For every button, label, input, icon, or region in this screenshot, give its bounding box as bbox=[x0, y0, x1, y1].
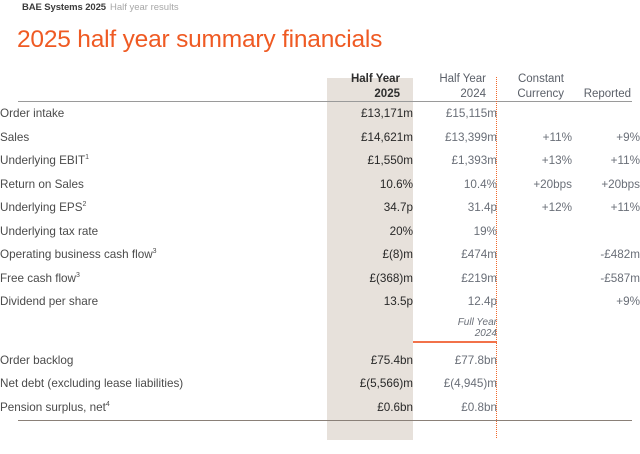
row-label: Order intake bbox=[0, 107, 65, 120]
running-header bbox=[0, 0, 640, 14]
cell-half-year-2025: 10.6% bbox=[379, 177, 413, 191]
subheader-spacer-rep bbox=[572, 314, 640, 341]
column-header-reported: Reported bbox=[583, 87, 631, 100]
cell-reported: -£482m bbox=[600, 248, 640, 261]
page-title: 2025 half year summary financials bbox=[17, 26, 383, 53]
table-header-row bbox=[0, 72, 640, 101]
row-label: Free cash flow$^3$ bbox=[0, 271, 80, 285]
cell-constant-currency bbox=[497, 220, 572, 244]
cell-half-year-2025: £(8)m bbox=[382, 248, 413, 261]
subheader-spacer-hy25 bbox=[327, 314, 413, 341]
column-header-half-year-2025: Half Year 2025 bbox=[350, 73, 400, 100]
cell-half-year-2024: 10.4% bbox=[463, 177, 497, 191]
table-row bbox=[0, 267, 640, 291]
row-label: Sales bbox=[0, 130, 30, 144]
cell-half-year-2025: £14,621m bbox=[361, 130, 413, 144]
cell-half-year-2025: £75.4bn bbox=[370, 353, 413, 367]
row-label: Operating business cash flow$^3$ bbox=[0, 248, 157, 261]
table-row bbox=[0, 126, 640, 150]
cell-half-year-2025: 20% bbox=[389, 224, 413, 238]
cell-constant-currency: +11% bbox=[542, 130, 572, 144]
subheader-spacer-cc bbox=[497, 314, 572, 341]
cell-half-year-2024: 19% bbox=[473, 224, 497, 238]
cell-constant-currency bbox=[497, 102, 572, 126]
table-row bbox=[0, 173, 640, 197]
subheader-spacer-label bbox=[0, 314, 327, 341]
cell-half-year-2025: £(5,566)m bbox=[359, 377, 413, 390]
cell-half-year-2024: £15,115m bbox=[445, 107, 497, 120]
subheader-full-year-2024: Full Year 2024 bbox=[457, 316, 497, 339]
cell-constant-currency: +20bps bbox=[533, 177, 572, 191]
cell-reported bbox=[572, 372, 640, 396]
cell-half-year-2025: £(368)m bbox=[369, 271, 413, 285]
table-row bbox=[0, 196, 640, 220]
table-row bbox=[0, 372, 640, 396]
footnote-marker: 2 bbox=[82, 201, 87, 209]
table-row bbox=[0, 396, 640, 420]
cell-reported: +9% bbox=[616, 295, 640, 308]
row-label: Dividend per share bbox=[0, 295, 99, 308]
row-label: Net debt (excluding lease liabilities) bbox=[0, 377, 184, 390]
cell-half-year-2025: £0.6bn bbox=[377, 400, 413, 414]
cell-half-year-2024: £219m bbox=[461, 271, 497, 285]
brand-subtitle: Half year results bbox=[109, 1, 179, 13]
cell-constant-currency bbox=[497, 243, 572, 267]
cell-constant-currency bbox=[497, 396, 572, 420]
cell-half-year-2024: 12.4p bbox=[467, 295, 497, 308]
cell-half-year-2025: 34.7p bbox=[383, 201, 413, 214]
cell-half-year-2025: £13,171m bbox=[361, 107, 413, 120]
row-label: Pension surplus, net$^4$ bbox=[0, 400, 110, 414]
footnote-marker: 1 bbox=[85, 154, 90, 162]
cell-half-year-2025: £1,550m bbox=[367, 154, 413, 167]
cell-reported bbox=[572, 220, 640, 244]
cell-half-year-2024: £1,393m bbox=[451, 154, 497, 167]
cell-half-year-2025: 13.5p bbox=[383, 295, 413, 308]
brand-label: BAE Systems 2025 bbox=[22, 1, 106, 13]
row-label: Underlying tax rate bbox=[0, 224, 99, 238]
cell-constant-currency: +12% bbox=[541, 201, 572, 214]
cell-constant-currency bbox=[497, 372, 572, 396]
cell-reported: -£587m bbox=[600, 271, 640, 285]
row-label: Order backlog bbox=[0, 353, 74, 367]
footnote-marker: 3 bbox=[76, 271, 80, 279]
financial-summary-table bbox=[0, 72, 640, 421]
cell-constant-currency: +13% bbox=[541, 154, 572, 167]
column-group-divider bbox=[496, 77, 497, 438]
table-row bbox=[0, 349, 640, 373]
cell-half-year-2024: £13,399m bbox=[445, 130, 497, 144]
cell-constant-currency bbox=[497, 267, 572, 291]
cell-reported bbox=[572, 349, 640, 373]
cell-constant-currency bbox=[497, 349, 572, 373]
subheader-row bbox=[0, 314, 640, 341]
column-header-constant-currency: Constant Currency bbox=[517, 73, 564, 100]
table-row bbox=[0, 149, 640, 173]
table-row bbox=[0, 243, 640, 267]
column-header-label bbox=[0, 72, 327, 101]
cell-reported: +9% bbox=[616, 130, 640, 144]
column-header-half-year-2024: Half Year 2024 bbox=[439, 73, 486, 100]
table-body-primary bbox=[0, 102, 640, 421]
row-label: Underlying EBIT$^1$ bbox=[0, 154, 90, 167]
cell-constant-currency bbox=[497, 290, 572, 314]
cell-reported: +11% bbox=[610, 154, 640, 167]
cell-full-year-2024: £77.8bn bbox=[454, 353, 497, 367]
table-row bbox=[0, 290, 640, 314]
cell-half-year-2024: 31.4p bbox=[467, 201, 497, 214]
cell-reported bbox=[572, 102, 640, 126]
table-bottom-rule bbox=[0, 419, 640, 421]
table-row bbox=[0, 220, 640, 244]
cell-full-year-2024: £(4,945)m bbox=[443, 377, 497, 390]
cell-reported: +20bps bbox=[601, 177, 640, 191]
footnote-marker: 3 bbox=[152, 248, 157, 256]
divider bbox=[18, 420, 632, 422]
cell-half-year-2024: £474m bbox=[461, 248, 497, 261]
row-label: Underlying EPS$^2$ bbox=[0, 201, 87, 214]
cell-reported: +11% bbox=[610, 201, 640, 214]
cell-full-year-2024: £0.8bn bbox=[461, 400, 497, 414]
cell-reported bbox=[572, 396, 640, 420]
table-row bbox=[0, 102, 640, 126]
footnote-marker: 4 bbox=[105, 400, 110, 408]
row-label: Return on Sales bbox=[0, 177, 84, 191]
